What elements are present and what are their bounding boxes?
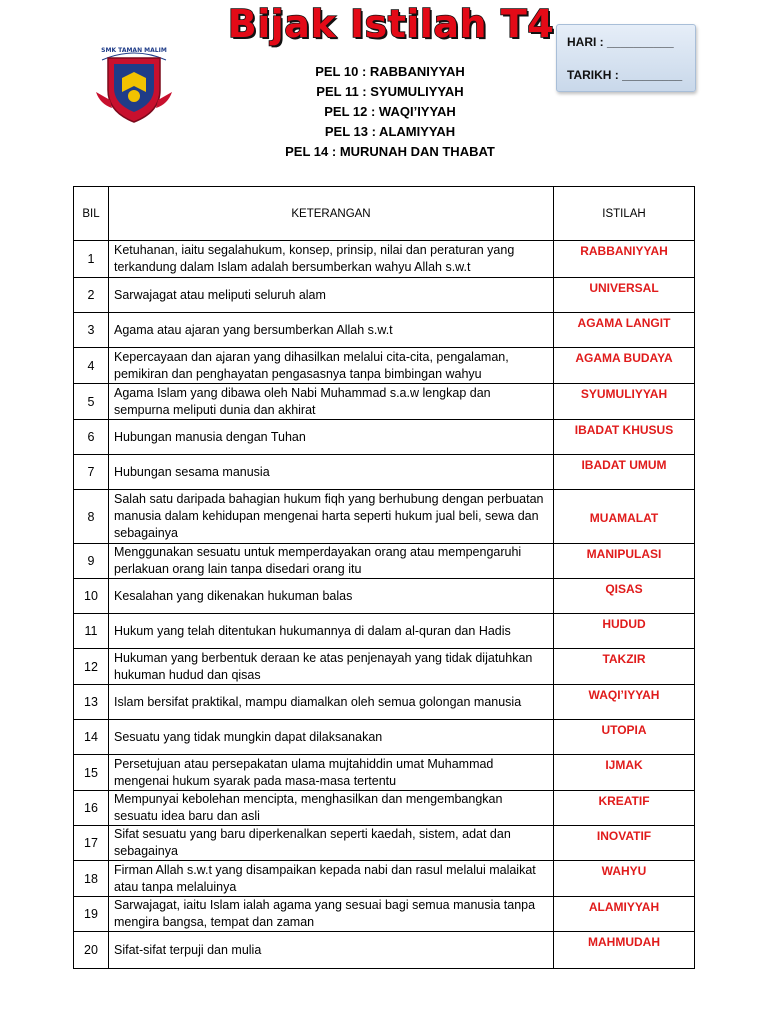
page-title: Bijak Istilah T4 bbox=[227, 2, 555, 46]
table-row bbox=[74, 649, 695, 685]
row-number: 12 bbox=[74, 649, 109, 685]
row-number: 9 bbox=[74, 544, 109, 579]
table-row bbox=[74, 241, 695, 278]
row-number: 11 bbox=[74, 614, 109, 649]
row-description: Salah satu daripada bahagian hukum fiqh yang berhubung dengan perbuatan manusia dalam kehidupan mengenai harta seperti hukum jual beli, sewa dan sebagainya bbox=[109, 490, 554, 544]
lesson-item: PEL 11 : SYUMULIYYAH bbox=[316, 84, 464, 99]
table-row bbox=[74, 685, 695, 720]
table-row bbox=[74, 278, 695, 313]
row-number: 6 bbox=[74, 420, 109, 455]
row-description: Agama Islam yang dibawa oleh Nabi Muhammad s.a.w lengkap dan sempurna meliputi dunia dan akhirat bbox=[109, 384, 554, 420]
row-description: Menggunakan sesuatu untuk memperdayakan orang atau mempengaruhi perlakuan orang lain tanpa disedari orang itu bbox=[109, 544, 554, 579]
table-row bbox=[74, 544, 695, 579]
table-header-row bbox=[74, 187, 695, 241]
row-description: Hubungan sesama manusia bbox=[109, 455, 554, 490]
row-number: 13 bbox=[74, 685, 109, 720]
lesson-item: PEL 14 : MURUNAH DAN THABAT bbox=[285, 144, 495, 159]
row-term: IJMAK bbox=[554, 755, 695, 791]
table-row bbox=[74, 720, 695, 755]
row-number: 2 bbox=[74, 278, 109, 313]
row-description: Sesuatu yang tidak mungkin dapat dilaksanakan bbox=[109, 720, 554, 755]
row-description: Sarwajagat atau meliputi seluruh alam bbox=[109, 278, 554, 313]
row-description: Ketuhanan, iaitu segalahukum, konsep, prinsip, nilai dan peraturan yang terkandung dalam Islam adalah bersumberkan wahyu Allah s.w.t bbox=[109, 241, 554, 278]
row-number: 15 bbox=[74, 755, 109, 791]
table-row bbox=[74, 455, 695, 490]
row-description: Hukum yang telah ditentukan hukumannya di dalam al-quran dan Hadis bbox=[109, 614, 554, 649]
lesson-item: PEL 13 : ALAMIYYAH bbox=[324, 124, 456, 139]
row-description: Agama atau ajaran yang bersumberkan Allah s.w.t bbox=[109, 313, 554, 348]
row-number: 14 bbox=[74, 720, 109, 755]
row-term: UNIVERSAL bbox=[554, 278, 695, 313]
table-row bbox=[74, 348, 695, 384]
row-term: IBADAT KHUSUS bbox=[554, 420, 695, 455]
lesson-item: PEL 12 : WAQI’IYYAH bbox=[324, 104, 456, 119]
row-term: WAHYU bbox=[554, 861, 695, 897]
table-row bbox=[74, 313, 695, 348]
row-number: 4 bbox=[74, 348, 109, 384]
row-description: Mempunyai kebolehan mencipta, menghasilkan dan mengembangkan sesuatu idea baru dan asli bbox=[109, 791, 554, 826]
row-description: Hubungan manusia dengan Tuhan bbox=[109, 420, 554, 455]
table-row bbox=[74, 897, 695, 932]
row-term: HUDUD bbox=[554, 614, 695, 649]
row-description: Islam bersifat praktikal, mampu diamalkan oleh semua golongan manusia bbox=[109, 685, 554, 720]
row-number: 17 bbox=[74, 826, 109, 861]
table-row bbox=[74, 420, 695, 455]
row-term: RABBANIYYAH bbox=[554, 241, 695, 278]
school-logo bbox=[92, 38, 176, 126]
table-row bbox=[74, 490, 695, 544]
table-row bbox=[74, 791, 695, 826]
row-description: Sifat-sifat terpuji dan mulia bbox=[109, 932, 554, 969]
header-istilah: ISTILAH bbox=[554, 187, 695, 241]
tarikh-field[interactable]: TARIKH : _________ bbox=[567, 68, 683, 82]
row-number: 7 bbox=[74, 455, 109, 490]
row-number: 5 bbox=[74, 384, 109, 420]
row-term: SYUMULIYYAH bbox=[554, 384, 695, 420]
row-description: Sifat sesuatu yang baru diperkenalkan seperti kaedah, sistem, adat dan sebagainya bbox=[109, 826, 554, 861]
row-description: Kepercayaan dan ajaran yang dihasilkan melalui cita-cita, pengalaman, pemikiran dan penghayatan pengasasnya tanpa bimbingan wahyu bbox=[109, 348, 554, 384]
row-term: MUAMALAT bbox=[554, 490, 695, 544]
table-row bbox=[74, 755, 695, 791]
row-description: Hukuman yang berbentuk deraan ke atas penjenayah yang tidak dijatuhkan hukuman hudud dan qisas bbox=[109, 649, 554, 685]
row-number: 1 bbox=[74, 241, 109, 278]
header-bil: BIL bbox=[74, 187, 109, 241]
row-number: 16 bbox=[74, 791, 109, 826]
row-term: TAKZIR bbox=[554, 649, 695, 685]
row-term: QISAS bbox=[554, 579, 695, 614]
row-description: Sarwajagat, iaitu Islam ialah agama yang sesuai bagi semua manusia tanpa mengira bangsa, tempat dan zaman bbox=[109, 897, 554, 932]
logo-text: SMK TAMAN MALIM bbox=[101, 47, 167, 54]
row-description: Persetujuan atau persepakatan ulama mujtahiddin umat Muhammad mengenai hukum syarak pada masa-masa tertentu bbox=[109, 755, 554, 791]
row-number: 20 bbox=[74, 932, 109, 969]
table-row bbox=[74, 932, 695, 969]
row-term: MANIPULASI bbox=[554, 544, 695, 579]
table-row bbox=[74, 614, 695, 649]
table-row bbox=[74, 861, 695, 897]
terms-table bbox=[73, 186, 695, 969]
row-description: Kesalahan yang dikenakan hukuman balas bbox=[109, 579, 554, 614]
lesson-item: PEL 10 : RABBANIYYAH bbox=[315, 64, 465, 79]
row-term: AGAMA LANGIT bbox=[554, 313, 695, 348]
row-number: 18 bbox=[74, 861, 109, 897]
row-term: KREATIF bbox=[554, 791, 695, 826]
table-row bbox=[74, 384, 695, 420]
row-number: 8 bbox=[74, 490, 109, 544]
row-term: AGAMA BUDAYA bbox=[554, 348, 695, 384]
header-keterangan: KETERANGAN bbox=[109, 187, 554, 241]
row-term: MAHMUDAH bbox=[554, 932, 695, 969]
row-term: IBADAT UMUM bbox=[554, 455, 695, 490]
row-term: ALAMIYYAH bbox=[554, 897, 695, 932]
table-row bbox=[74, 579, 695, 614]
row-number: 19 bbox=[74, 897, 109, 932]
row-term: INOVATIF bbox=[554, 826, 695, 861]
table-row bbox=[74, 826, 695, 861]
row-term: WAQI’IYYAH bbox=[554, 685, 695, 720]
row-description: Firman Allah s.w.t yang disampaikan kepada nabi dan rasul melalui malaikat atau tanpa melaluinya bbox=[109, 861, 554, 897]
hari-field[interactable]: HARI : __________ bbox=[567, 35, 674, 49]
lesson-list bbox=[200, 62, 580, 162]
row-term: UTOPIA bbox=[554, 720, 695, 755]
row-number: 10 bbox=[74, 579, 109, 614]
row-number: 3 bbox=[74, 313, 109, 348]
